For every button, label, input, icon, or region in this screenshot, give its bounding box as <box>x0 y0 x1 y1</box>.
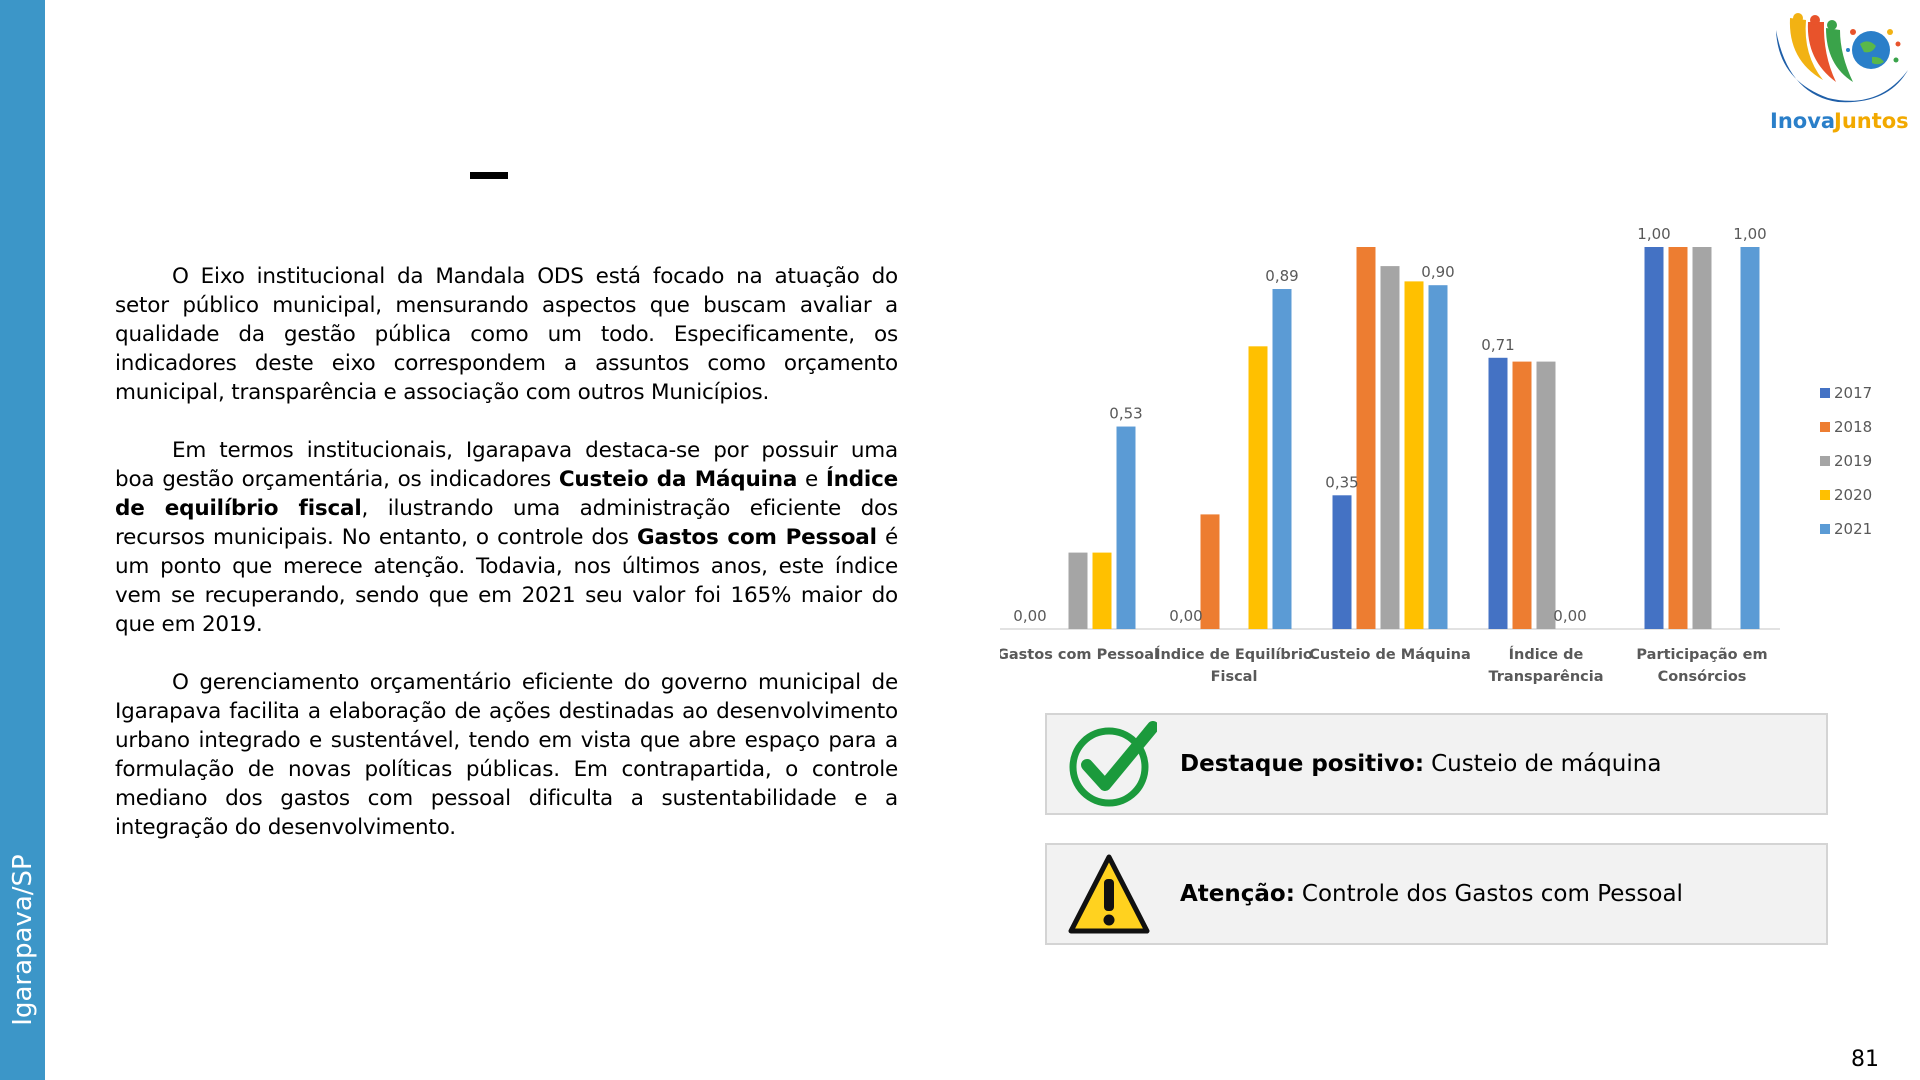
category-label: Índice de Equilíbrio <box>1155 647 1313 663</box>
category-label: Consórcios <box>1657 669 1747 685</box>
bar-2017 <box>1489 358 1508 629</box>
paragraph-2-text: é um ponto que merece atenção. Todavia, nos últimos anos, este índice vem se recuperando, sendo que em 2021 seu valor foi 165% maior do que em 2019. <box>115 525 898 637</box>
paragraph-2-text: , ilustrando uma administração eficiente dos recursos municipais. No entanto, o controle dos <box>115 496 899 550</box>
category-label: Gastos com Pessoal <box>1000 647 1160 663</box>
bar-2020 <box>1249 346 1268 629</box>
data-label: 0,35 <box>1325 473 1359 492</box>
legend-swatch-2020 <box>1820 490 1830 500</box>
logo-text-inova: Inova <box>1770 109 1836 133</box>
positive-callout-value: Custeio de máquina <box>1431 751 1662 777</box>
bold-custeio: Custeio da Máquina <box>558 467 798 492</box>
legend-swatch-2021 <box>1820 524 1830 534</box>
bar-2021 <box>1429 285 1448 629</box>
bar-2019 <box>1069 553 1088 629</box>
paragraph-1: O Eixo institucional da Mandala ODS está focado na atuação do setor público municipal, mensurando aspectos que buscam avaliar a qualidade da gestão pública como um todo. Especificamente, os indicadores deste eixo correspondem a assuntos como orçamento municipal, transparência e associação com outros Municípios. <box>115 264 898 405</box>
positive-callout-text <box>1180 715 1661 813</box>
data-label: 1,00 <box>1733 225 1767 243</box>
bar-2019 <box>1381 266 1400 629</box>
paragraph-2 <box>115 436 898 639</box>
legend-label-2020: 2020 <box>1834 486 1873 504</box>
bold-indice: Índice de equilíbrio fiscal <box>115 467 899 521</box>
data-label: 0,71 <box>1481 335 1515 354</box>
category-label: Índice de <box>1508 647 1584 663</box>
warning-callout-text <box>1180 845 1683 943</box>
logo-text-juntos: Juntos <box>1834 109 1909 133</box>
warning-callout-label: Atenção: <box>1180 881 1295 907</box>
bar-2017 <box>1333 495 1352 629</box>
category-label: Fiscal <box>1210 669 1258 685</box>
bar-2021 <box>1117 427 1136 629</box>
paragraph-2-text: Em termos institucionais, Igarapava destaca-se por possuir uma boa gestão orçamentária, os indicadores <box>115 438 898 492</box>
data-label: 0,00 <box>1013 607 1047 625</box>
legend-label-2021: 2021 <box>1834 520 1873 538</box>
check-icon <box>1067 721 1157 809</box>
legend-label-2019: 2019 <box>1834 452 1873 470</box>
sidebar-label: Igarapava/SP <box>8 854 38 1026</box>
bar-2017 <box>1645 247 1664 629</box>
bar-2021 <box>1741 247 1760 629</box>
data-label: 1,00 <box>1637 225 1671 243</box>
legend-swatch-2017 <box>1820 388 1830 398</box>
legend-label-2018: 2018 <box>1834 418 1873 436</box>
bar-2021 <box>1273 289 1292 629</box>
bold-gastos: Gastos com Pessoal <box>637 525 877 550</box>
data-label: 0,90 <box>1421 263 1455 282</box>
bar-2018 <box>1357 247 1376 629</box>
bar-2020 <box>1405 281 1424 629</box>
paragraph-2-text: e <box>797 467 826 492</box>
category-label: Transparência <box>1488 669 1604 685</box>
bar-2018 <box>1513 362 1532 629</box>
bar-chart-svg <box>1000 225 1910 695</box>
bar-2019 <box>1693 247 1712 629</box>
legend-label-2017: 2017 <box>1834 384 1873 402</box>
bar-2020 <box>1093 553 1112 629</box>
heading-dash <box>470 172 508 179</box>
warning-callout <box>1045 843 1828 945</box>
body-text <box>115 262 898 871</box>
warning-callout-value: Controle dos Gastos com Pessoal <box>1301 881 1683 907</box>
category-label: Participação em <box>1636 647 1768 663</box>
positive-callout-label: Destaque positivo: <box>1180 751 1425 777</box>
positive-callout <box>1045 713 1828 815</box>
bar-2018 <box>1201 514 1220 629</box>
page-number: 81 <box>1851 1047 1879 1072</box>
data-label: 0,89 <box>1265 267 1299 286</box>
legend-swatch-2018 <box>1820 422 1830 432</box>
bar-2019 <box>1537 362 1556 629</box>
bar-2018 <box>1669 247 1688 629</box>
category-label: Custeio de Máquina <box>1309 647 1471 663</box>
paragraph-3: O gerenciamento orçamentário eficiente do governo municipal de Igarapava facilita a elaboração de ações destinadas ao desenvolvimento urbano integrado e sustentável, tendo em vista que abre espaço para a formulação de novas políticas públicas. Em contrapartida, o controle mediano dos gastos com pessoal dificulta a sustentabilidade e a integração do desenvolvimento. <box>115 670 898 840</box>
data-label: 0,53 <box>1109 404 1143 423</box>
inova-juntos-logo <box>1768 10 1916 138</box>
data-label: 0,00 <box>1169 607 1203 625</box>
legend-swatch-2019 <box>1820 456 1830 466</box>
bar-chart <box>1000 225 1910 695</box>
sidebar-label-wrap <box>0 0 45 1080</box>
warning-icon <box>1067 851 1157 939</box>
data-label: 0,00 <box>1553 607 1587 625</box>
